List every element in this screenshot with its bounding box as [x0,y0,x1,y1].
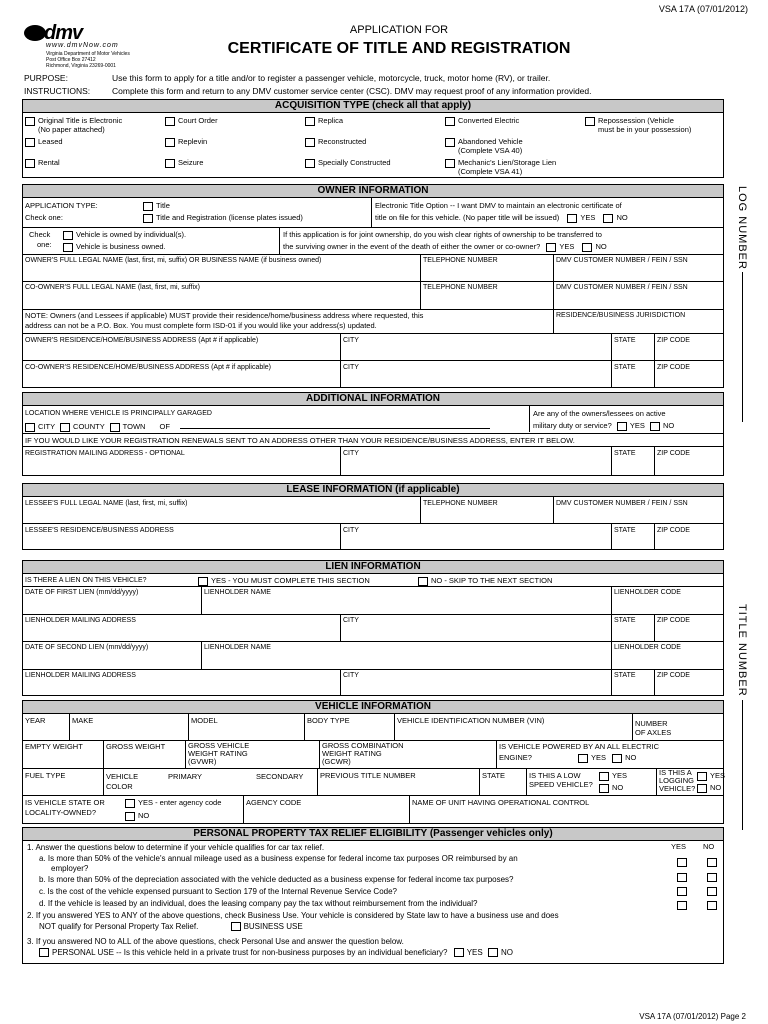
owner-customer-number-field[interactable]: DMV CUSTOMER NUMBER / FEIN / SSN [556,257,688,264]
replica-checkbox[interactable] [305,117,315,126]
color-label-1: VEHICLE [106,772,139,781]
trust-yes-checkbox[interactable] [454,948,464,957]
fuel-type-field[interactable]: FUEL TYPE [25,771,66,780]
lessee-name-field[interactable]: LESSEE'S FULL LEGAL NAME (last, first, mi, suffix) [25,500,188,507]
military-text-2: military duty or service? [533,421,612,430]
electric-yes-label: YES [591,753,607,762]
gross-weight-field[interactable]: GROSS WEIGHT [106,742,166,751]
agency-no-checkbox[interactable] [125,812,135,821]
etitle-text-1: Electronic Title Option -- I want DMV to maintain an electronic certificate of [375,201,622,210]
low-speed-question-2: SPEED VEHICLE? [529,780,593,789]
vin-field[interactable]: VEHICLE IDENTIFICATION NUMBER (VIN) [397,716,545,725]
tax-1a-yes-checkbox[interactable] [677,858,687,867]
converted-electric-checkbox[interactable] [445,117,455,126]
locality-question-1: IS VEHICLE STATE OR [25,798,105,807]
tax-no-column-label: NO [703,842,715,851]
second-lienholder-name-field[interactable]: LIENHOLDER NAME [204,644,271,651]
lien-question: IS THERE A LIEN ON THIS VEHICLE? [25,577,147,584]
lien-yes-checkbox[interactable] [198,577,208,586]
model-field[interactable]: MODEL [191,716,218,725]
tax-question-1a: a. Is more than 50% of the vehicle's annual mileage used as a business expense for federal income tax purposes OR reimbursed by an [39,854,518,863]
abandoned-note: (Complete VSA 40) [458,146,523,155]
joint-ownership-text-1: If this application is for joint ownership, do you wish clear rights of ownership to be transferred to [283,230,602,239]
coowner-city-field[interactable]: CITY [343,364,359,371]
address-note-2: address can not be a P.O. Box. You must complete form ISD-01 if you would like your address(s) updated. [25,321,377,330]
etitle-yes-label: YES [580,213,596,222]
coowner-address-field[interactable]: CO-OWNER'S RESIDENCE/HOME/BUSINESS ADDRESS (Apt # if applicable) [25,364,272,371]
instructions-line [24,86,592,96]
coowner-customer-number-field[interactable]: DMV CUSTOMER NUMBER / FEIN / SSN [556,284,688,291]
vehicle-header: VEHICLE INFORMATION [23,701,723,714]
logging-question-1: IS THIS A [659,768,692,777]
personal-use-label: PERSONAL USE -- Is this vehicle held in a private trust for non-business purposes by an individual beneficiary? [52,948,448,957]
jurisdiction-field[interactable]: RESIDENCE/BUSINESS JURISDICTION [556,312,686,319]
logo-word: dmv [44,22,83,44]
mailing-address-field[interactable]: REGISTRATION MAILING ADDRESS - OPTIONAL [25,450,185,457]
tax-relief-section [22,827,724,964]
purpose-label: PURPOSE: [24,73,68,83]
reconstructed-label: Reconstructed [318,137,367,146]
purpose-line [24,73,550,83]
second-lien-date-field[interactable]: DATE OF SECOND LIEN (mm/dd/yyyy) [25,644,149,651]
leased-label: Leased [38,137,63,146]
lien-yes-label: YES - YOU MUST COMPLETE THIS SECTION [211,576,370,585]
gcwr-label-2: WEIGHT RATING [322,749,382,758]
etitle-yes-checkbox[interactable] [567,214,577,223]
mailing-city-field[interactable]: CITY [343,450,359,457]
second-lienholder-address-field[interactable]: LIENHOLDER MAILING ADDRESS [25,672,136,679]
lessee-zip-field[interactable]: ZIP CODE [657,527,690,534]
mechanics-lien-label: Mechanic's Lien/Storage Lien [458,158,557,167]
agency-no-label: NO [138,811,150,820]
tax-1d-no-checkbox[interactable] [707,901,717,910]
garaged-city-label: CITY [38,422,55,431]
low-speed-yes-label: YES [612,771,628,780]
owner-address-field[interactable]: OWNER'S RESIDENCE/HOME/BUSINESS ADDRESS (Apt # if applicable) [25,337,259,344]
abandoned-label: Abandoned Vehicle [458,137,523,146]
original-electronic-checkbox[interactable] [25,117,35,126]
acquisition-header: ACQUISITION TYPE (check all that apply) [23,100,723,113]
replevin-checkbox[interactable] [165,138,175,147]
seizure-label: Seizure [178,158,204,167]
axles-label-1: NUMBER [635,719,668,728]
logo-url: www.dmvNow.com [46,42,119,49]
garaged-town-checkbox[interactable] [110,423,120,432]
primary-color-field[interactable]: PRIMARY [168,772,203,781]
owner-zip-field[interactable]: ZIP CODE [657,337,690,344]
garaged-town-label: TOWN [122,422,146,431]
logging-yes-label: YES [710,771,726,780]
title-registration-checkbox[interactable] [143,214,153,223]
mailing-zip-field[interactable]: ZIP CODE [657,450,690,457]
tax-yes-column-label: YES [671,842,687,851]
military-yes-label: YES [629,421,645,430]
joint-no-label: NO [595,242,607,251]
instructions-label: INSTRUCTIONS: [24,86,91,96]
lease-header: LEASE INFORMATION (if applicable) [23,484,723,497]
gvwr-field[interactable]: (GVWR) [188,757,217,766]
individual-owned-checkbox[interactable] [63,231,73,240]
first-lienholder-code-field[interactable]: LIENHOLDER CODE [614,589,681,596]
original-electronic-note: (No paper attached) [38,125,105,134]
log-number-line [742,272,743,422]
mechanics-lien-note: (Complete VSA 41) [458,167,523,176]
specially-constructed-label: Specially Constructed [318,158,391,167]
second-lienholder-city-field[interactable]: CITY [343,672,359,679]
tax-1c-no-checkbox[interactable] [707,887,717,896]
coowner-state-field[interactable]: STATE [614,364,636,371]
first-lien-date-field[interactable]: DATE OF FIRST LIEN (mm/dd/yyyy) [25,589,139,596]
tax-question-1b: b. Is more than 50% of the depreciation associated with the vehicle deducted as a business expense for federal income tax purposes? [39,875,514,884]
garaged-county-label: COUNTY [73,422,105,431]
agency-yes-label: YES - enter agency code [138,798,222,807]
address-note-1: NOTE: Owners (and Lessees if applicable) MUST provide their residence/home/business address where requested, this [25,311,424,320]
check-label: Check [29,230,51,239]
low-speed-no-checkbox[interactable] [599,784,609,793]
electric-question-1: IS VEHICLE POWERED BY AN ALL ELECTRIC [499,742,660,751]
tax-1d-yes-checkbox[interactable] [677,901,687,910]
joint-ownership-text-2: the surviving owner in the event of the death of either the owner or co-owner? [283,242,541,251]
logging-question-3: VEHICLE? [659,784,696,793]
tax-relief-header: PERSONAL PROPERTY TAX RELIEF ELIGIBILITY (Passenger vehicles only) [23,828,723,841]
one-label: one: [37,240,52,249]
tax-question-2: 2. If you answered YES to ANY of the above questions, check Business Use. Your vehicle is considered by State law to have a business use and does [27,911,559,920]
repossession-checkbox[interactable] [585,117,595,126]
gcwr-field[interactable]: (GCWR) [322,757,351,766]
electric-no-label: NO [625,753,637,762]
title-number-line [742,700,743,830]
original-electronic-label: Original Title is Electronic [38,116,123,125]
military-no-checkbox[interactable] [650,422,660,431]
agency-yes-checkbox[interactable] [125,799,135,808]
abandoned-checkbox[interactable] [445,138,455,147]
title-line-1: APPLICATION FOR [349,24,449,36]
color-label-2: COLOR [106,782,133,791]
lien-header: LIEN INFORMATION [23,561,723,574]
owner-name-field[interactable]: OWNER'S FULL LEGAL NAME (last, first, mi, suffix) OR BUSINESS NAME (if business owned) [25,257,322,264]
lien-no-checkbox[interactable] [418,577,428,586]
lien-section [22,560,724,696]
page-title: CERTIFICATE OF TITLE AND REGISTRATION [227,40,571,57]
renewals-text: IF YOU WOULD LIKE YOUR REGISTRATION RENEWALS SENT TO AN ADDRESS OTHER THAN YOUR RESIDENCE/BUSINESS ADDRESS, ENTER IT BELOW. [25,436,575,445]
garaged-locality-input[interactable] [180,421,490,429]
vehicle-section [22,700,724,824]
title-only-label: Title [156,201,170,210]
garaged-city-checkbox[interactable] [25,423,35,432]
empty-weight-field[interactable]: EMPTY WEIGHT [25,742,83,751]
military-no-label: NO [662,421,675,430]
coowner-zip-field[interactable]: ZIP CODE [657,364,690,371]
lessee-city-field[interactable]: CITY [343,527,359,534]
application-type-label: APPLICATION TYPE: [25,201,98,210]
replevin-label: Replevin [178,137,208,146]
previous-title-field[interactable]: PREVIOUS TITLE NUMBER [320,771,416,780]
low-speed-yes-checkbox[interactable] [599,772,609,781]
business-owned-checkbox[interactable] [63,243,73,252]
low-speed-question-1: IS THIS A LOW [529,771,581,780]
previous-title-state-field[interactable]: STATE [482,771,506,780]
reconstructed-checkbox[interactable] [305,138,315,147]
gvwr-label-2: WEIGHT RATING [188,749,248,758]
rental-checkbox[interactable] [25,159,35,168]
lessee-state-field[interactable]: STATE [614,527,636,534]
rental-label: Rental [38,158,60,167]
make-field[interactable]: MAKE [72,716,94,725]
mailing-state-field[interactable]: STATE [614,450,636,457]
electric-yes-checkbox[interactable] [578,754,588,763]
owner-state-field[interactable]: STATE [614,337,636,344]
low-speed-no-label: NO [612,783,624,792]
court-order-label: Court Order [178,116,218,125]
coowner-name-field[interactable]: CO-OWNER'S FULL LEGAL NAME (last, first, mi, suffix) [25,284,200,291]
logging-no-checkbox[interactable] [697,784,707,793]
body-type-field[interactable]: BODY TYPE [307,716,350,725]
business-use-label: BUSINESS USE [243,922,303,931]
individual-owned-label: Vehicle is owned by individual(s). [76,230,187,239]
lessee-customer-number-field[interactable]: DMV CUSTOMER NUMBER / FEIN / SSN [556,500,688,507]
additional-section [22,392,724,476]
garaged-county-checkbox[interactable] [60,423,70,432]
joint-no-checkbox[interactable] [582,243,592,252]
tax-1b-no-checkbox[interactable] [707,873,717,882]
electric-question-2: ENGINE? [499,753,532,762]
repossession-note: must be in your possession) [598,125,692,134]
first-lienholder-city-field[interactable]: CITY [343,617,359,624]
tax-1c-yes-checkbox[interactable] [677,887,687,896]
owner-telephone-field[interactable]: TELEPHONE NUMBER [423,257,498,264]
joint-yes-label: YES [559,242,575,251]
specially-constructed-checkbox[interactable] [305,159,315,168]
military-yes-checkbox[interactable] [617,422,627,431]
title-only-checkbox[interactable] [143,202,153,211]
first-lienholder-address-field[interactable]: LIENHOLDER MAILING ADDRESS [25,617,136,624]
additional-header: ADDITIONAL INFORMATION [23,393,723,406]
title-number-label: TITLE NUMBER [736,604,748,697]
trust-no-label: NO [500,948,513,957]
military-text-1: Are any of the owners/lessees on active [533,409,666,418]
leased-checkbox[interactable] [25,138,35,147]
lien-no-label: NO - SKIP TO THE NEXT SECTION [431,576,553,585]
seizure-checkbox[interactable] [165,159,175,168]
tax-1a-no-checkbox[interactable] [707,858,717,867]
instructions-text: Complete this form and return to any DMV customer service center (CSC). DMV may request proof of any information provided. [112,86,592,96]
agency-code-field[interactable]: AGENCY CODE [246,798,302,807]
tax-question-1c: c. Is the cost of the vehicle expensed pursuant to Section 179 of the Internal Revenue Service Code? [39,887,397,896]
purpose-text: Use this form to apply for a title and/or to register a passenger vehicle, motorcycle, truck, motor home (RV), or trailer. [112,73,551,83]
second-lienholder-zip-field[interactable]: ZIP CODE [657,672,690,679]
secondary-color-field[interactable]: SECONDARY [256,772,304,781]
title-registration-label: Title and Registration (license plates issued) [156,213,303,222]
lessee-address-field[interactable]: LESSEE'S RESIDENCE/BUSINESS ADDRESS [25,527,174,534]
locality-question-2: LOCALITY-OWNED? [25,808,96,817]
garaged-label: LOCATION WHERE VEHICLE IS PRINCIPALLY GARAGED [25,410,212,417]
trust-yes-label: YES [466,948,483,957]
etitle-text-2: title on file for this vehicle. (No paper title will be issued) [375,213,560,222]
form-number: VSA 17A (07/01/2012) [658,4,748,14]
personal-use-checkbox[interactable] [39,948,49,957]
owner-city-field[interactable]: CITY [343,337,359,344]
coowner-telephone-field[interactable]: TELEPHONE NUMBER [423,284,498,291]
tax-question-1: 1. Answer the questions below to determine if your vehicle qualifies for car tax relief. [27,843,325,852]
owner-section [22,184,724,388]
joint-yes-checkbox[interactable] [546,243,556,252]
logging-yes-checkbox[interactable] [697,772,707,781]
converted-electric-label: Converted Electric [458,116,520,125]
logging-no-label: NO [710,783,722,792]
etitle-no-label: NO [616,213,628,222]
check-one-label: Check one: [25,213,63,222]
operational-unit-field[interactable]: NAME OF UNIT HAVING OPERATIONAL CONTROL [412,798,590,807]
tax-question-1a-cont: employer? [51,864,89,873]
tax-question-2-cont: NOT qualify for Personal Property Tax Relief. [39,922,199,931]
logo-address: Virginia Department of Motor Vehicles Post Office Box 27412 Richmond, Virginia 23269-0001 [46,51,130,69]
business-use-checkbox[interactable] [231,922,241,931]
gcwr-label-1: GROSS COMBINATION [322,741,404,750]
number-of-axles-field[interactable]: OF AXLES [635,728,672,737]
lessee-telephone-field[interactable]: TELEPHONE NUMBER [423,500,498,507]
tax-question-3: 3. If you answered NO to ALL of the above questions, check Personal Use and answer the question below. [27,937,404,946]
tax-1b-yes-checkbox[interactable] [677,873,687,882]
gvwr-label-1: GROSS VEHICLE [188,741,250,750]
second-lienholder-state-field[interactable]: STATE [614,672,636,679]
court-order-checkbox[interactable] [165,117,175,126]
tax-question-1d: d. If the vehicle is leased by an individual, does the leasing company pay the tax without reimbursement from the individual? [39,899,478,908]
repossession-label: Repossession (Vehicle [598,116,674,125]
business-owned-label: Vehicle is business owned. [76,242,166,251]
electric-no-checkbox[interactable] [612,754,622,763]
owner-header: OWNER INFORMATION [23,185,723,198]
mechanics-lien-checkbox[interactable] [445,159,455,168]
etitle-no-checkbox[interactable] [603,214,613,223]
log-number-label: LOG NUMBER [736,186,748,270]
first-lienholder-zip-field[interactable]: ZIP CODE [657,617,690,624]
first-lienholder-state-field[interactable]: STATE [614,617,636,624]
logging-question-2: LOGGING [659,776,695,785]
year-field[interactable]: YEAR [25,716,46,725]
trust-no-checkbox[interactable] [488,948,498,957]
acquisition-section [22,99,724,178]
page-footer: VSA 17A (07/01/2012) Page 2 [639,1012,746,1021]
lease-section [22,483,724,550]
replica-label: Replica [318,116,344,125]
first-lienholder-name-field[interactable]: LIENHOLDER NAME [204,589,271,596]
of-label: OF [159,422,170,431]
second-lienholder-code-field[interactable]: LIENHOLDER CODE [614,644,681,651]
